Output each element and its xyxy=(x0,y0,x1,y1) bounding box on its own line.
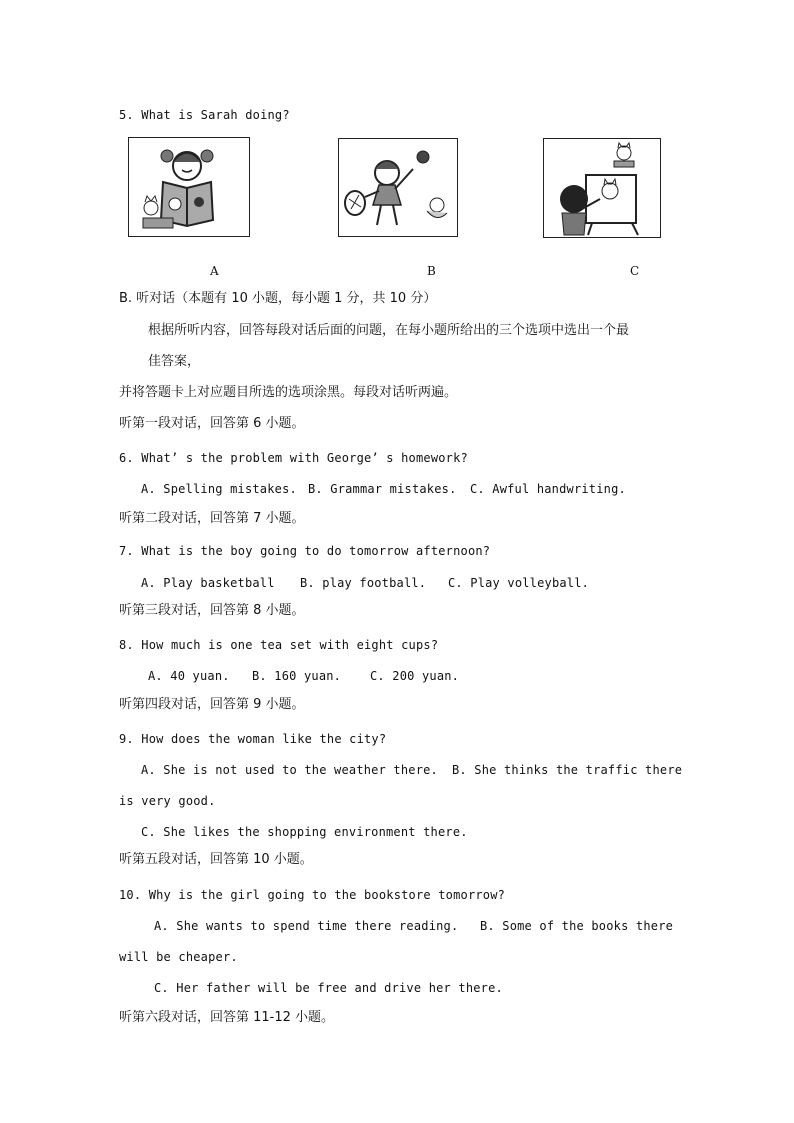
option-a-picture xyxy=(128,137,250,237)
dialogue-5-instruction: 听第五段对话，回答第 10 小题。 xyxy=(119,852,313,867)
q9-option-a: A. She is not used to the weather there. xyxy=(141,763,438,777)
q10-option-b: B. Some of the books there xyxy=(480,919,674,933)
option-c-picture xyxy=(543,138,661,238)
q7-option-a: A. Play basketball xyxy=(141,576,275,590)
q10-option-a: A. She wants to spend time there reading. xyxy=(154,919,459,933)
q6-option-b: B. Grammar mistakes. xyxy=(308,482,457,496)
q6-option-c: C. Awful handwriting. xyxy=(470,482,626,496)
q10-option-c: C. Her father will be free and drive her there. xyxy=(154,981,503,995)
q9-question: 9. How does the woman like the city? xyxy=(119,732,387,746)
q7-option-c: C. Play volleyball. xyxy=(448,576,590,590)
q9-option-b-continued: is very good. xyxy=(119,794,216,808)
q8-option-c: C. 200 yuan. xyxy=(370,669,460,683)
q6-question: 6. What’ s the problem with George’ s homework? xyxy=(119,451,468,465)
girl-drawing-cat-icon xyxy=(544,139,660,237)
q6-option-a: A. Spelling mistakes. xyxy=(141,482,297,496)
q7-option-b: B. play football. xyxy=(300,576,427,590)
dialogue-2-instruction: 听第二段对话，回答第 7 小题。 xyxy=(119,511,305,526)
q9-option-c: C. She likes the shopping environment there. xyxy=(141,825,468,839)
option-a-label: A xyxy=(210,264,219,278)
q10-option-b-continued: will be cheaper. xyxy=(119,950,238,964)
q8-option-b: B. 160 yuan. xyxy=(252,669,342,683)
dialogue-3-instruction: 听第三段对话，回答第 8 小题。 xyxy=(119,603,305,618)
dialogue-6-instruction: 听第六段对话，回答第 11-12 小题。 xyxy=(119,1010,335,1025)
section-b-instruction-3: 并将答题卡上对应题目所选的选项涂黑。每段对话听两遍。 xyxy=(119,385,458,400)
section-b-instruction-1: 根据所听内容，回答每段对话后面的问题，在每小题所给出的三个选项中选出一个最 xyxy=(148,323,630,338)
option-b-label: B xyxy=(427,264,436,278)
q8-question: 8. How much is one tea set with eight cups? xyxy=(119,638,439,652)
section-b-title: B. 听对话（本题有 10 小题，每小题 1 分，共 10 分） xyxy=(119,291,437,306)
dialogue-4-instruction: 听第四段对话，回答第 9 小题。 xyxy=(119,697,305,712)
q8-option-a: A. 40 yuan. xyxy=(148,669,230,683)
q9-option-b: B. She thinks the traffic there xyxy=(452,763,683,777)
q5-question: 5. What is Sarah doing? xyxy=(119,108,290,122)
girl-playing-tennis-icon xyxy=(339,139,457,236)
q10-question: 10. Why is the girl going to the bookstore tomorrow? xyxy=(119,888,506,902)
girl-reading-book-icon xyxy=(129,138,249,236)
option-b-picture xyxy=(338,138,458,237)
option-c-label: C xyxy=(630,264,640,278)
q7-question: 7. What is the boy going to do tomorrow afternoon? xyxy=(119,544,491,558)
dialogue-1-instruction: 听第一段对话，回答第 6 小题。 xyxy=(119,416,305,431)
section-b-instruction-2: 佳答案， xyxy=(148,354,201,369)
